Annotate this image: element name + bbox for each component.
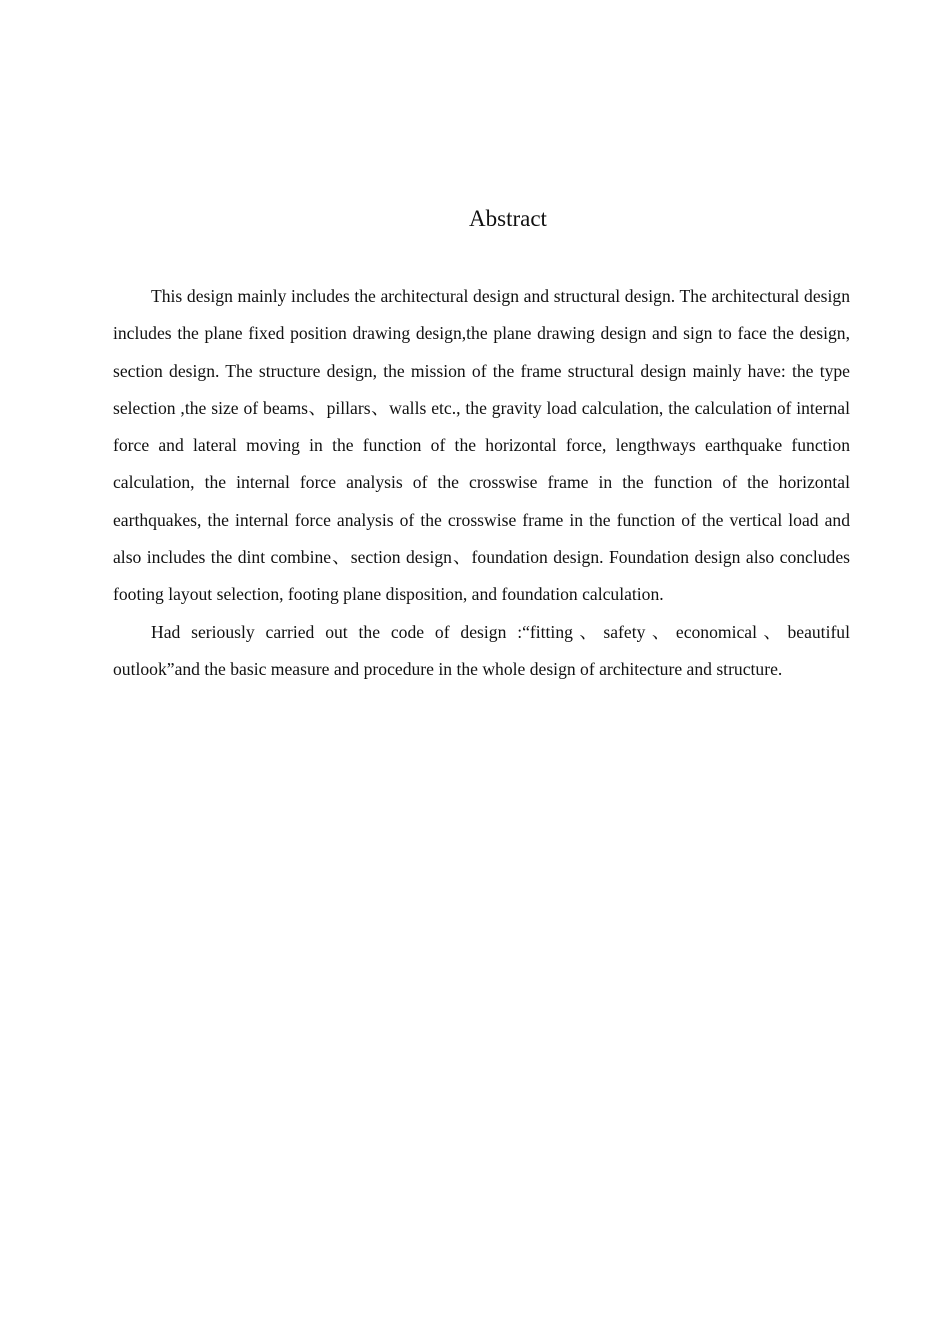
abstract-body <box>113 278 850 688</box>
page-title: Abstract <box>469 206 547 231</box>
paragraph-2: Had seriously carried out the code of design :“fitting、safety、economical、beautiful outlook”and the basic measure and procedure in the whole design of architecture and structure. <box>113 621 850 679</box>
paragraph-1: This design mainly includes the architectural design and structural design. The architectural design includes the plane fixed position drawing design,the plane drawing design and sign to face the design, section design. The structure design, the mission of the frame structural design mainly have: the type selection ,the size of beams、pillars、walls etc., the gravity load calculation, the calculation of internal force and lateral moving in the function of the horizontal force, lengthways earthquake function calculation, the internal force analysis of the crosswise frame in the function of the horizontal earthquakes, the internal force analysis of the crosswise frame in the function of the vertical load and also includes the dint combine、section design、foundation design. Foundation design also concludes footing layout selection, footing plane disposition, and foundation calculation. <box>113 286 850 605</box>
